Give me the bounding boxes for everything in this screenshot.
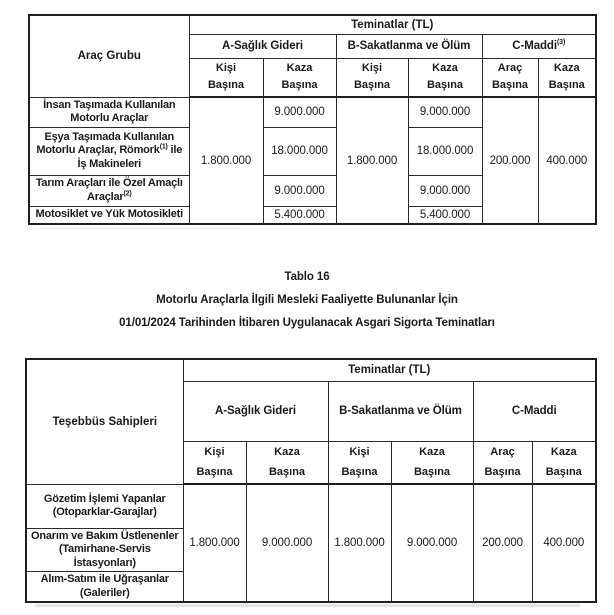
table1-subheader-c-kaza: Kaza Başına bbox=[538, 58, 596, 97]
caption-table-number: Tablo 16 bbox=[284, 271, 330, 283]
table2-row-label-onarim: Onarım ve Bakım Üstlenenler (Tamirhane-Servis İstasyonları) bbox=[26, 528, 183, 572]
table1-value-a-kaza-r0: 9.000.000 bbox=[263, 97, 336, 127]
table1-value-a-kaza-r1: 18.000.000 bbox=[263, 127, 336, 175]
section-label: B-Sakatlanma ve Ölüm bbox=[347, 40, 471, 52]
table2-row-label-gozetim: Gözetim İşlemi Yapanlar (Otoparklar-Garajlar) bbox=[26, 484, 183, 528]
table1-section-c-header bbox=[482, 34, 596, 58]
table1-row-label-motosiklet: Motosiklet ve Yük Motosikleti bbox=[29, 206, 189, 224]
table-caption bbox=[0, 266, 614, 335]
footnote-sup: (2) bbox=[123, 189, 132, 197]
table2-section-b-header bbox=[328, 381, 473, 441]
table2-value-c-arac: 200.000 bbox=[473, 484, 532, 602]
table1-section-b-header bbox=[336, 34, 482, 58]
table2-section-a-header bbox=[183, 381, 328, 441]
table1-subheader-a-kisi: Kişi Başına bbox=[189, 58, 263, 97]
section-label: A-Sağlık Gideri bbox=[222, 40, 303, 52]
table1-group-header: Teminatlar (TL) bbox=[189, 15, 596, 34]
table1-subheader-a-kaza: Kaza Başına bbox=[263, 58, 336, 97]
table2-group-header: Teminatlar (TL) bbox=[183, 359, 596, 381]
table1-section-a-header bbox=[189, 34, 336, 58]
table1-subheader-b-kaza: Kaza Başına bbox=[408, 58, 482, 97]
scan-artifact-line bbox=[40, 227, 240, 229]
section-label: B-Sakatlanma ve Ölüm bbox=[339, 405, 462, 417]
table2-corner-header: Teşebbüs Sahipleri bbox=[26, 359, 183, 484]
table2-row-label-alim-satim: Alım-Satım ile Uğraşanlar (Galeriler) bbox=[26, 572, 183, 603]
table1-row-label-tarim: Tarım Araçları ile Özel Amaçlı Araçlar$^{(2)}$ bbox=[29, 175, 189, 206]
table1-row-label-insan: İnsan Taşımada Kullanılan Motorlu Araçlar bbox=[29, 97, 189, 127]
footnote-sup: (1) bbox=[159, 143, 168, 151]
table-row bbox=[26, 484, 596, 528]
footnote-sup: (3) bbox=[556, 39, 566, 47]
table1-value-b-kisi: 1.800.000 bbox=[336, 97, 408, 224]
table2-subheader-c-arac: Araç Başına bbox=[473, 441, 532, 484]
table2-subheader-a-kaza: Kaza Başına bbox=[246, 441, 328, 484]
table2-value-c-kaza: 400.000 bbox=[532, 484, 596, 602]
section-label: A-Sağlık Gideri bbox=[215, 405, 296, 417]
table2-value-b-kaza: 9.000.000 bbox=[391, 484, 473, 602]
vehicle-group-coverage-table bbox=[28, 14, 597, 225]
table1-subheader-c-arac: Araç Başına bbox=[482, 58, 538, 97]
table2-value-a-kaza: 9.000.000 bbox=[246, 484, 328, 602]
business-owner-coverage-table bbox=[25, 358, 597, 603]
caption-title: 01/01/2024 Tarihinden İtibaren Uygulanacak Asgari Sigorta Teminatları bbox=[119, 317, 495, 329]
table1-subheader-b-kisi: Kişi Başına bbox=[336, 58, 408, 97]
section-label: C-Maddi bbox=[511, 405, 557, 417]
table2-section-c-header bbox=[473, 381, 596, 441]
table1-value-b-kaza-r0: 9.000.000 bbox=[408, 97, 482, 127]
table1-value-b-kaza-r2: 9.000.000 bbox=[408, 175, 482, 206]
table1-corner-header: Araç Grubu bbox=[29, 15, 189, 97]
table1-value-c-arac: 200.000 bbox=[482, 97, 538, 224]
table2-subheader-b-kaza: Kaza Başına bbox=[391, 441, 473, 484]
table1-value-a-kaza-r2: 9.000.000 bbox=[263, 175, 336, 206]
table2-subheader-a-kisi: Kişi Başına bbox=[183, 441, 246, 484]
table1-value-b-kaza-r1: 18.000.000 bbox=[408, 127, 482, 175]
section-label: C-Maddi bbox=[512, 40, 557, 52]
table2-value-b-kisi: 1.800.000 bbox=[328, 484, 391, 602]
scan-artifact-line bbox=[35, 604, 580, 607]
table1-value-a-kisi: 1.800.000 bbox=[189, 97, 263, 224]
table2-subheader-b-kisi: Kişi Başına bbox=[328, 441, 391, 484]
table1-value-c-kaza: 400.000 bbox=[538, 97, 596, 224]
table1-value-b-kaza-r3: 5.400.000 bbox=[408, 206, 482, 224]
table1-value-a-kaza-r3: 5.400.000 bbox=[263, 206, 336, 224]
table1-row-label-esya: Eşya Taşımada Kullanılan Motorlu Araçlar, Römork$^{(1)}$ ile İş Makineleri bbox=[29, 127, 189, 175]
table2-value-a-kisi: 1.800.000 bbox=[183, 484, 246, 602]
table2-subheader-c-kaza: Kaza Başına bbox=[532, 441, 596, 484]
caption-subtitle: Motorlu Araçlarla İlgili Mesleki Faaliyette Bulunanlar İçin bbox=[156, 294, 458, 306]
table-row bbox=[29, 97, 596, 127]
